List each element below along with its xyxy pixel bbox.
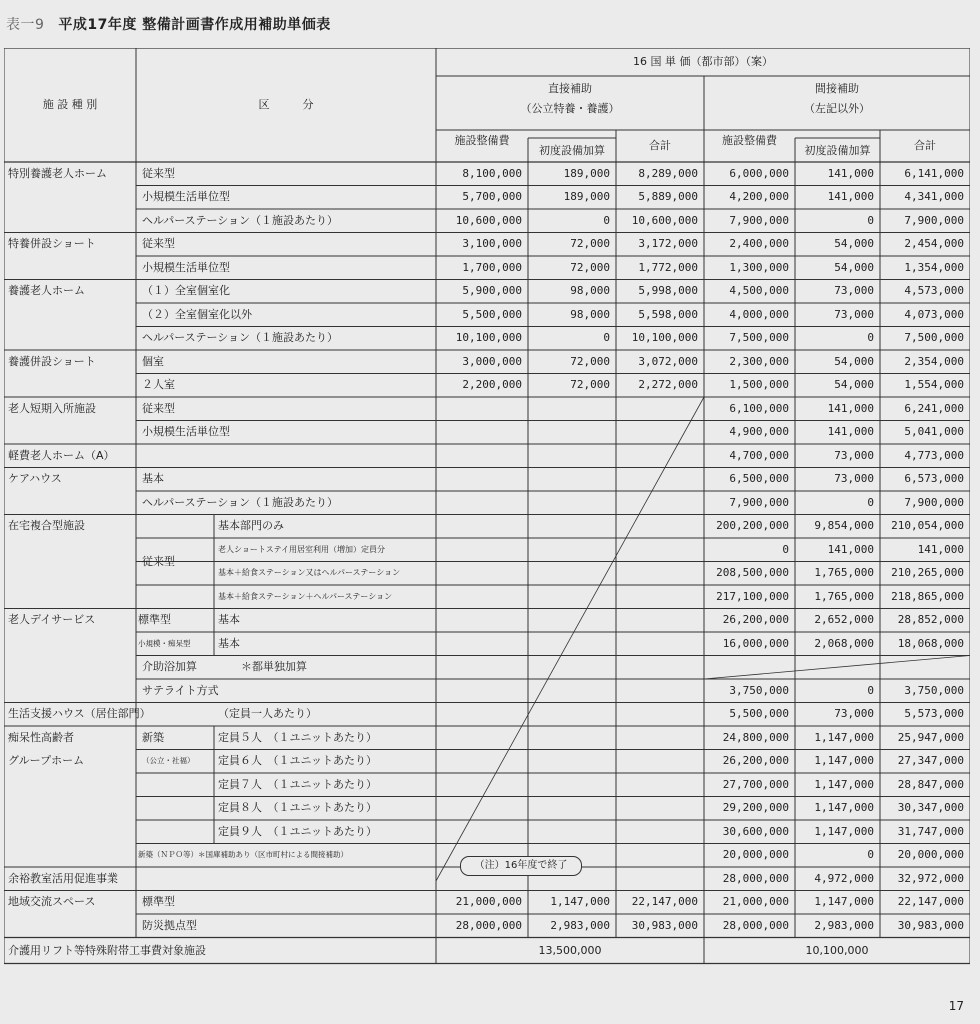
- header-indirect: 間接補助: [815, 82, 859, 95]
- value-cell: 30,600,000: [722, 824, 789, 838]
- value-cell: 2,200,000: [462, 378, 522, 392]
- row-sublabel: （２）全室個室化以外: [142, 307, 252, 321]
- value-cell: 73,000: [834, 707, 874, 721]
- row-sublabel: 定員６人 （１ユニットあたり）: [218, 754, 378, 768]
- value-cell: 7,900,000: [904, 213, 964, 227]
- value-cell: 72,000: [570, 260, 610, 274]
- value-cell: 4,773,000: [904, 448, 964, 462]
- value-cell: 217,100,000: [716, 589, 789, 603]
- value-cell: 200,200,000: [716, 519, 789, 533]
- row-sublabel: 基本＋給食ステーション又はヘルパーステーション: [218, 568, 401, 578]
- row-sublabel: 定員８人 （１ユニットあたり）: [218, 801, 378, 815]
- value-cell: 1,765,000: [814, 589, 874, 603]
- title-text: 平成17年度 整備計画書作成用補助単価表: [58, 17, 331, 33]
- value-cell: 73,000: [834, 448, 874, 462]
- row-sublabel: 基本部門のみ: [218, 519, 284, 533]
- value-cell: 5,500,000: [462, 307, 522, 321]
- value-cell: 73,000: [834, 307, 874, 321]
- value-cell: 0: [867, 683, 874, 697]
- category-label: 老人短期入所施設: [8, 401, 96, 415]
- value-cell: 4,500,000: [729, 284, 789, 298]
- row-sublabel: 介助浴加算 ＊都単独加算: [142, 660, 307, 674]
- category-label: ケアハウス: [8, 472, 62, 486]
- value-cell: 5,889,000: [638, 190, 698, 204]
- value-cell: 7,900,000: [729, 495, 789, 509]
- value-cell: 0: [867, 495, 874, 509]
- row-sublabel: 定員９人 （１ユニットあたり）: [218, 824, 378, 838]
- jurai-label: 従来型: [142, 554, 175, 568]
- value-cell: 1,554,000: [904, 378, 964, 392]
- row-sublabel: （１）全室個室化: [142, 284, 230, 298]
- value-cell: 141,000: [827, 542, 874, 556]
- row-sublabel: 従来型: [142, 237, 175, 251]
- value-cell: 72,000: [570, 378, 610, 392]
- value-cell: 5,573,000: [904, 707, 964, 721]
- value-cell: 4,972,000: [814, 871, 874, 885]
- value-cell: 5,900,000: [462, 284, 522, 298]
- value-cell: 18,068,000: [897, 636, 964, 650]
- value-cell: 30,347,000: [897, 801, 964, 815]
- category-label: 養護併設ショート: [8, 354, 96, 368]
- value-cell: 1,500,000: [729, 378, 789, 392]
- value-cell: 4,900,000: [729, 425, 789, 439]
- value-cell: 1,354,000: [904, 260, 964, 274]
- value-cell: 28,000,000: [722, 871, 789, 885]
- value-cell: 98,000: [570, 307, 610, 321]
- row-sublabel: 防災拠点型: [142, 918, 197, 932]
- value-cell: 4,341,000: [904, 190, 964, 204]
- value-cell: 7,500,000: [729, 331, 789, 345]
- category-label: 老人デイサービス: [8, 613, 96, 627]
- row-sublabel: 小規模生活単位型: [142, 425, 230, 439]
- value-cell: 27,347,000: [897, 754, 964, 768]
- shinchiku-label: 新築: [142, 730, 164, 744]
- category-label: 養護老人ホーム: [8, 284, 85, 298]
- header-tanka: 16 国 単 価（都市部）（案）: [633, 55, 773, 68]
- row-sublabel: 従来型: [142, 401, 175, 415]
- header-shisetsu: 施 設 種 別: [42, 98, 98, 111]
- value-cell: 6,573,000: [904, 472, 964, 486]
- value-cell: 141,000: [827, 166, 874, 180]
- row-sublabel: ヘルパーステーション（１施設あたり）: [142, 331, 339, 345]
- value-cell: 1,147,000: [814, 754, 874, 768]
- category-label: 軽費老人ホーム（A）: [8, 448, 115, 462]
- value-cell: 3,100,000: [462, 237, 522, 251]
- last-direct-value: 13,500,000: [538, 943, 602, 957]
- value-cell: 2,400,000: [729, 237, 789, 251]
- row-sublabel: 小規模生活単位型: [142, 190, 230, 204]
- value-cell: 7,500,000: [904, 331, 964, 345]
- header-cost-indirect: 施設整備費: [722, 134, 777, 147]
- row-sublabel: 新築（ＮＰＯ等）＊国庫補助あり（区市町村による間接補助）: [138, 850, 348, 860]
- value-cell: 10,600,000: [631, 213, 698, 227]
- value-cell: 4,573,000: [904, 284, 964, 298]
- value-cell: 2,983,000: [814, 918, 874, 932]
- value-cell: 5,998,000: [638, 284, 698, 298]
- row-sublabel: 個室: [142, 354, 164, 368]
- value-cell: 2,983,000: [550, 918, 610, 932]
- value-cell: 98,000: [570, 284, 610, 298]
- value-cell: 6,100,000: [729, 401, 789, 415]
- value-cell: 21,000,000: [455, 895, 522, 909]
- value-cell: 72,000: [570, 237, 610, 251]
- category-label: 生活支援ハウス（居住部門）: [8, 707, 151, 721]
- row-sublabel: （定員一人あたり）: [218, 707, 317, 721]
- value-cell: 20,000,000: [897, 848, 964, 862]
- value-cell: 1,147,000: [814, 801, 874, 815]
- value-cell: 210,054,000: [891, 519, 964, 533]
- category-label: 地域交流スペース: [8, 895, 96, 909]
- value-cell: 1,147,000: [814, 824, 874, 838]
- header-initial-direct: 初度設備加算: [539, 144, 605, 157]
- row-sublabel: サテライト方式: [142, 683, 219, 697]
- shinchiku-sub-label: （公立・社福）: [142, 756, 195, 766]
- value-cell: 2,652,000: [814, 613, 874, 627]
- value-cell: 54,000: [834, 260, 874, 274]
- page-number: 17: [948, 999, 964, 1013]
- value-cell: 1,147,000: [814, 730, 874, 744]
- value-cell: 6,141,000: [904, 166, 964, 180]
- value-cell: 24,800,000: [722, 730, 789, 744]
- row-sublabel: 基本: [218, 613, 240, 627]
- header-indirect-sub: （左記以外）: [804, 102, 870, 115]
- value-cell: 26,200,000: [722, 754, 789, 768]
- value-cell: 189,000: [563, 166, 610, 180]
- value-cell: 54,000: [834, 378, 874, 392]
- value-cell: 28,852,000: [897, 613, 964, 627]
- value-cell: 0: [603, 331, 610, 345]
- table-number: 表一9: [6, 17, 45, 33]
- note-bubble: （注）16年度で終了: [460, 856, 582, 876]
- value-cell: 141,000: [917, 542, 964, 556]
- value-cell: 1,147,000: [814, 777, 874, 791]
- group-home-label: グループホーム: [8, 754, 85, 768]
- value-cell: 21,000,000: [722, 895, 789, 909]
- value-cell: 6,000,000: [729, 166, 789, 180]
- header-initial-indirect: 初度設備加算: [804, 144, 871, 157]
- value-cell: 210,265,000: [891, 566, 964, 580]
- value-cell: 29,200,000: [722, 801, 789, 815]
- value-cell: 73,000: [834, 472, 874, 486]
- row-sublabel: ヘルパーステーション（１施設あたり）: [142, 213, 339, 227]
- value-cell: 22,147,000: [631, 895, 698, 909]
- value-cell: 0: [867, 213, 874, 227]
- value-cell: 208,500,000: [716, 566, 789, 580]
- row-sublabel: 小規模生活単位型: [142, 260, 230, 274]
- value-cell: 1,772,000: [638, 260, 698, 274]
- value-cell: 54,000: [834, 237, 874, 251]
- value-cell: 10,100,000: [455, 331, 522, 345]
- value-cell: 0: [867, 848, 874, 862]
- value-cell: 54,000: [834, 354, 874, 368]
- value-cell: 6,500,000: [729, 472, 789, 486]
- value-cell: 8,289,000: [638, 166, 698, 180]
- header-kubun: 区 分: [258, 98, 314, 111]
- row-sublabel: 定員７人 （１ユニットあたり）: [218, 777, 378, 791]
- value-cell: 5,041,000: [904, 425, 964, 439]
- value-cell: 4,700,000: [729, 448, 789, 462]
- value-cell: 2,300,000: [729, 354, 789, 368]
- value-cell: 28,000,000: [455, 918, 522, 932]
- value-cell: 20,000,000: [722, 848, 789, 862]
- row-sublabel: ヘルパーステーション（１施設あたり）: [142, 495, 339, 509]
- category-label: 在宅複合型施設: [8, 519, 85, 533]
- value-cell: 31,747,000: [897, 824, 964, 838]
- row-sublabel: 基本: [218, 636, 240, 650]
- value-cell: 30,983,000: [897, 918, 964, 932]
- row-sublabel: 標準型: [142, 895, 175, 909]
- value-cell: 1,765,000: [814, 566, 874, 580]
- category-label: 特養併設ショート: [8, 237, 96, 251]
- value-cell: 10,100,000: [631, 331, 698, 345]
- header-direct-sub: （公立特養・養護）: [520, 102, 620, 115]
- value-cell: 141,000: [827, 425, 874, 439]
- value-cell: 9,854,000: [814, 519, 874, 533]
- value-cell: 0: [603, 213, 610, 227]
- value-cell: 0: [782, 542, 789, 556]
- row-sublabel: 老人ショートステイ用居室利用（増加）定員分: [218, 544, 386, 554]
- value-cell: 25,947,000: [897, 730, 964, 744]
- value-cell: 3,172,000: [638, 237, 698, 251]
- value-cell: 1,700,000: [462, 260, 522, 274]
- value-cell: 5,598,000: [638, 307, 698, 321]
- value-cell: 5,700,000: [462, 190, 522, 204]
- value-cell: 1,300,000: [729, 260, 789, 274]
- category-label: 特別養護老人ホーム: [8, 166, 107, 180]
- value-cell: 1,147,000: [550, 895, 610, 909]
- value-cell: 141,000: [827, 401, 874, 415]
- value-cell: 6,241,000: [904, 401, 964, 415]
- value-cell: 189,000: [563, 190, 610, 204]
- value-cell: 3,000,000: [462, 354, 522, 368]
- value-cell: 1,147,000: [814, 895, 874, 909]
- value-cell: 4,000,000: [729, 307, 789, 321]
- value-cell: 5,500,000: [729, 707, 789, 721]
- value-cell: 7,900,000: [729, 213, 789, 227]
- value-cell: 72,000: [570, 354, 610, 368]
- value-cell: 2,068,000: [814, 636, 874, 650]
- value-cell: 27,700,000: [722, 777, 789, 791]
- category-label: 痴呆性高齢者: [8, 730, 74, 744]
- value-cell: 3,072,000: [638, 354, 698, 368]
- header-total-indirect: 合計: [914, 139, 936, 152]
- value-cell: 2,354,000: [904, 354, 964, 368]
- value-cell: 10,600,000: [455, 213, 522, 227]
- header-cost-direct: 施設整備費: [454, 134, 510, 147]
- value-cell: 8,100,000: [462, 166, 522, 180]
- value-cell: 16,000,000: [722, 636, 789, 650]
- value-cell: 28,847,000: [897, 777, 964, 791]
- value-cell: 0: [867, 331, 874, 345]
- header-direct: 直接補助: [548, 82, 592, 95]
- row-sublabel: 定員５人 （１ユニットあたり）: [218, 730, 378, 744]
- value-cell: 2,272,000: [638, 378, 698, 392]
- category-label: 余裕教室活用促進事業: [8, 871, 118, 885]
- value-cell: 26,200,000: [722, 613, 789, 627]
- row-sublabel: 従来型: [142, 166, 175, 180]
- row-sublabel: 基本: [142, 472, 164, 486]
- value-cell: 3,750,000: [904, 683, 964, 697]
- header-total-direct: 合計: [649, 139, 671, 152]
- value-cell: 73,000: [834, 284, 874, 298]
- value-cell: 141,000: [827, 190, 874, 204]
- value-cell: 4,200,000: [729, 190, 789, 204]
- value-cell: 28,000,000: [722, 918, 789, 932]
- last-category: 介護用リフト等特殊附帯工事費対象施設: [8, 943, 206, 957]
- value-cell: 32,972,000: [897, 871, 964, 885]
- row-sublabel: 基本＋給食ステーション＋ヘルパーステーション: [218, 591, 393, 601]
- document-title: [6, 14, 331, 34]
- row-sublabel: ２人室: [142, 378, 175, 392]
- last-indirect-value: 10,100,000: [805, 943, 869, 957]
- value-cell: 22,147,000: [897, 895, 964, 909]
- value-cell: 30,983,000: [631, 918, 698, 932]
- day-small-label: 小規模・痴呆型: [138, 638, 191, 648]
- value-cell: 7,900,000: [904, 495, 964, 509]
- day-std-label: 標準型: [138, 613, 171, 627]
- value-cell: 4,073,000: [904, 307, 964, 321]
- value-cell: 3,750,000: [729, 683, 789, 697]
- subsidy-table: [4, 48, 970, 990]
- value-cell: 218,865,000: [891, 589, 964, 603]
- value-cell: 2,454,000: [904, 237, 964, 251]
